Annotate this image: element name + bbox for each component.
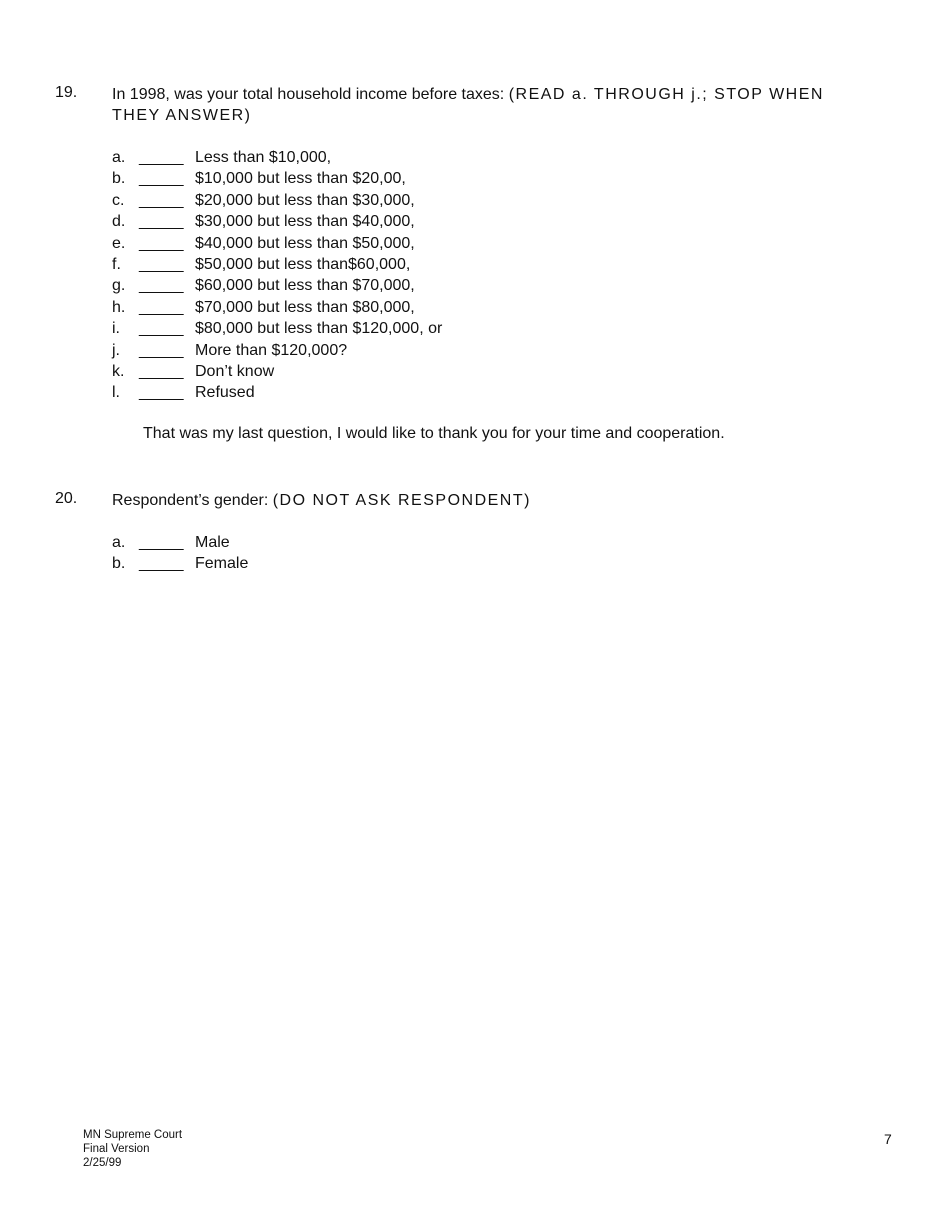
option-letter: b. xyxy=(112,170,126,188)
answer-blank[interactable]: _____ xyxy=(139,277,184,295)
option-letter: a. xyxy=(112,534,126,551)
answer-blank[interactable]: _____ xyxy=(139,298,184,316)
option-label: $20,000 but less than $30,000, xyxy=(195,191,415,209)
option-letter: k. xyxy=(112,362,125,380)
answer-blank[interactable]: _____ xyxy=(139,534,184,551)
page-number: 7 xyxy=(884,1131,892,1147)
interviewer-instruction: (READ a. THROUGH j.; STOP WHEN THEY ANSWER) xyxy=(112,86,824,124)
option-label: Female xyxy=(195,555,249,573)
option-letter: l. xyxy=(112,384,120,402)
answer-blank[interactable]: _____ xyxy=(139,362,184,380)
option-label: $50,000 but less than$60,000, xyxy=(195,255,411,273)
option-letter: c. xyxy=(112,191,125,209)
option-label: Male xyxy=(195,534,230,551)
footer-version: Final Version xyxy=(83,1143,150,1155)
option-label: $60,000 but less than $70,000, xyxy=(195,277,415,295)
question-prompt: Respondent’s gender: xyxy=(112,492,269,509)
option-label: Less than $10,000, xyxy=(195,149,332,166)
answer-blank[interactable]: _____ xyxy=(139,341,184,359)
option-label: More than $120,000? xyxy=(195,341,348,359)
answer-blank[interactable]: _____ xyxy=(139,213,184,231)
answer-blank[interactable]: _____ xyxy=(139,234,184,252)
option-letter: e. xyxy=(112,234,126,252)
option-letter: a. xyxy=(112,149,126,166)
option-label: Refused xyxy=(195,384,255,402)
footer xyxy=(83,1128,182,1170)
option-letter: i. xyxy=(112,320,120,338)
option-letter: g. xyxy=(112,277,126,295)
option-letter: j. xyxy=(112,341,120,359)
answer-blank[interactable]: _____ xyxy=(139,320,184,338)
option-label: Don’t know xyxy=(195,362,275,380)
closing-statement: That was my last question, I would like to thank you for your time and cooperation. xyxy=(143,425,725,442)
question-text xyxy=(112,490,852,511)
option-letter: b. xyxy=(112,555,126,573)
option-label: $80,000 but less than $120,000, or xyxy=(195,320,443,338)
option-label: $30,000 but less than $40,000, xyxy=(195,213,415,231)
answer-blank[interactable]: _____ xyxy=(139,191,184,209)
question-text xyxy=(112,84,852,126)
answer-blank[interactable]: _____ xyxy=(139,170,184,188)
answer-blank[interactable]: _____ xyxy=(139,255,184,273)
question-number: 20. xyxy=(55,490,78,507)
option-letter: d. xyxy=(112,213,126,231)
answer-blank[interactable]: _____ xyxy=(139,384,184,402)
answer-blank[interactable]: _____ xyxy=(139,555,184,573)
option-letter: f. xyxy=(112,255,121,273)
answer-blank[interactable]: _____ xyxy=(139,149,184,166)
option-label: $10,000 but less than $20,00, xyxy=(195,170,406,188)
question-number: 19. xyxy=(55,84,78,101)
footer-date: 2/25/99 xyxy=(83,1157,122,1169)
footer-organization: MN Supreme Court xyxy=(83,1129,183,1141)
interviewer-instruction: (DO NOT ASK RESPONDENT) xyxy=(272,492,531,509)
question-prompt: In 1998, was your total household income before taxes: xyxy=(112,86,505,103)
option-letter: h. xyxy=(112,298,126,316)
option-label: $40,000 but less than $50,000, xyxy=(195,234,415,252)
option-label: $70,000 but less than $80,000, xyxy=(195,298,415,316)
